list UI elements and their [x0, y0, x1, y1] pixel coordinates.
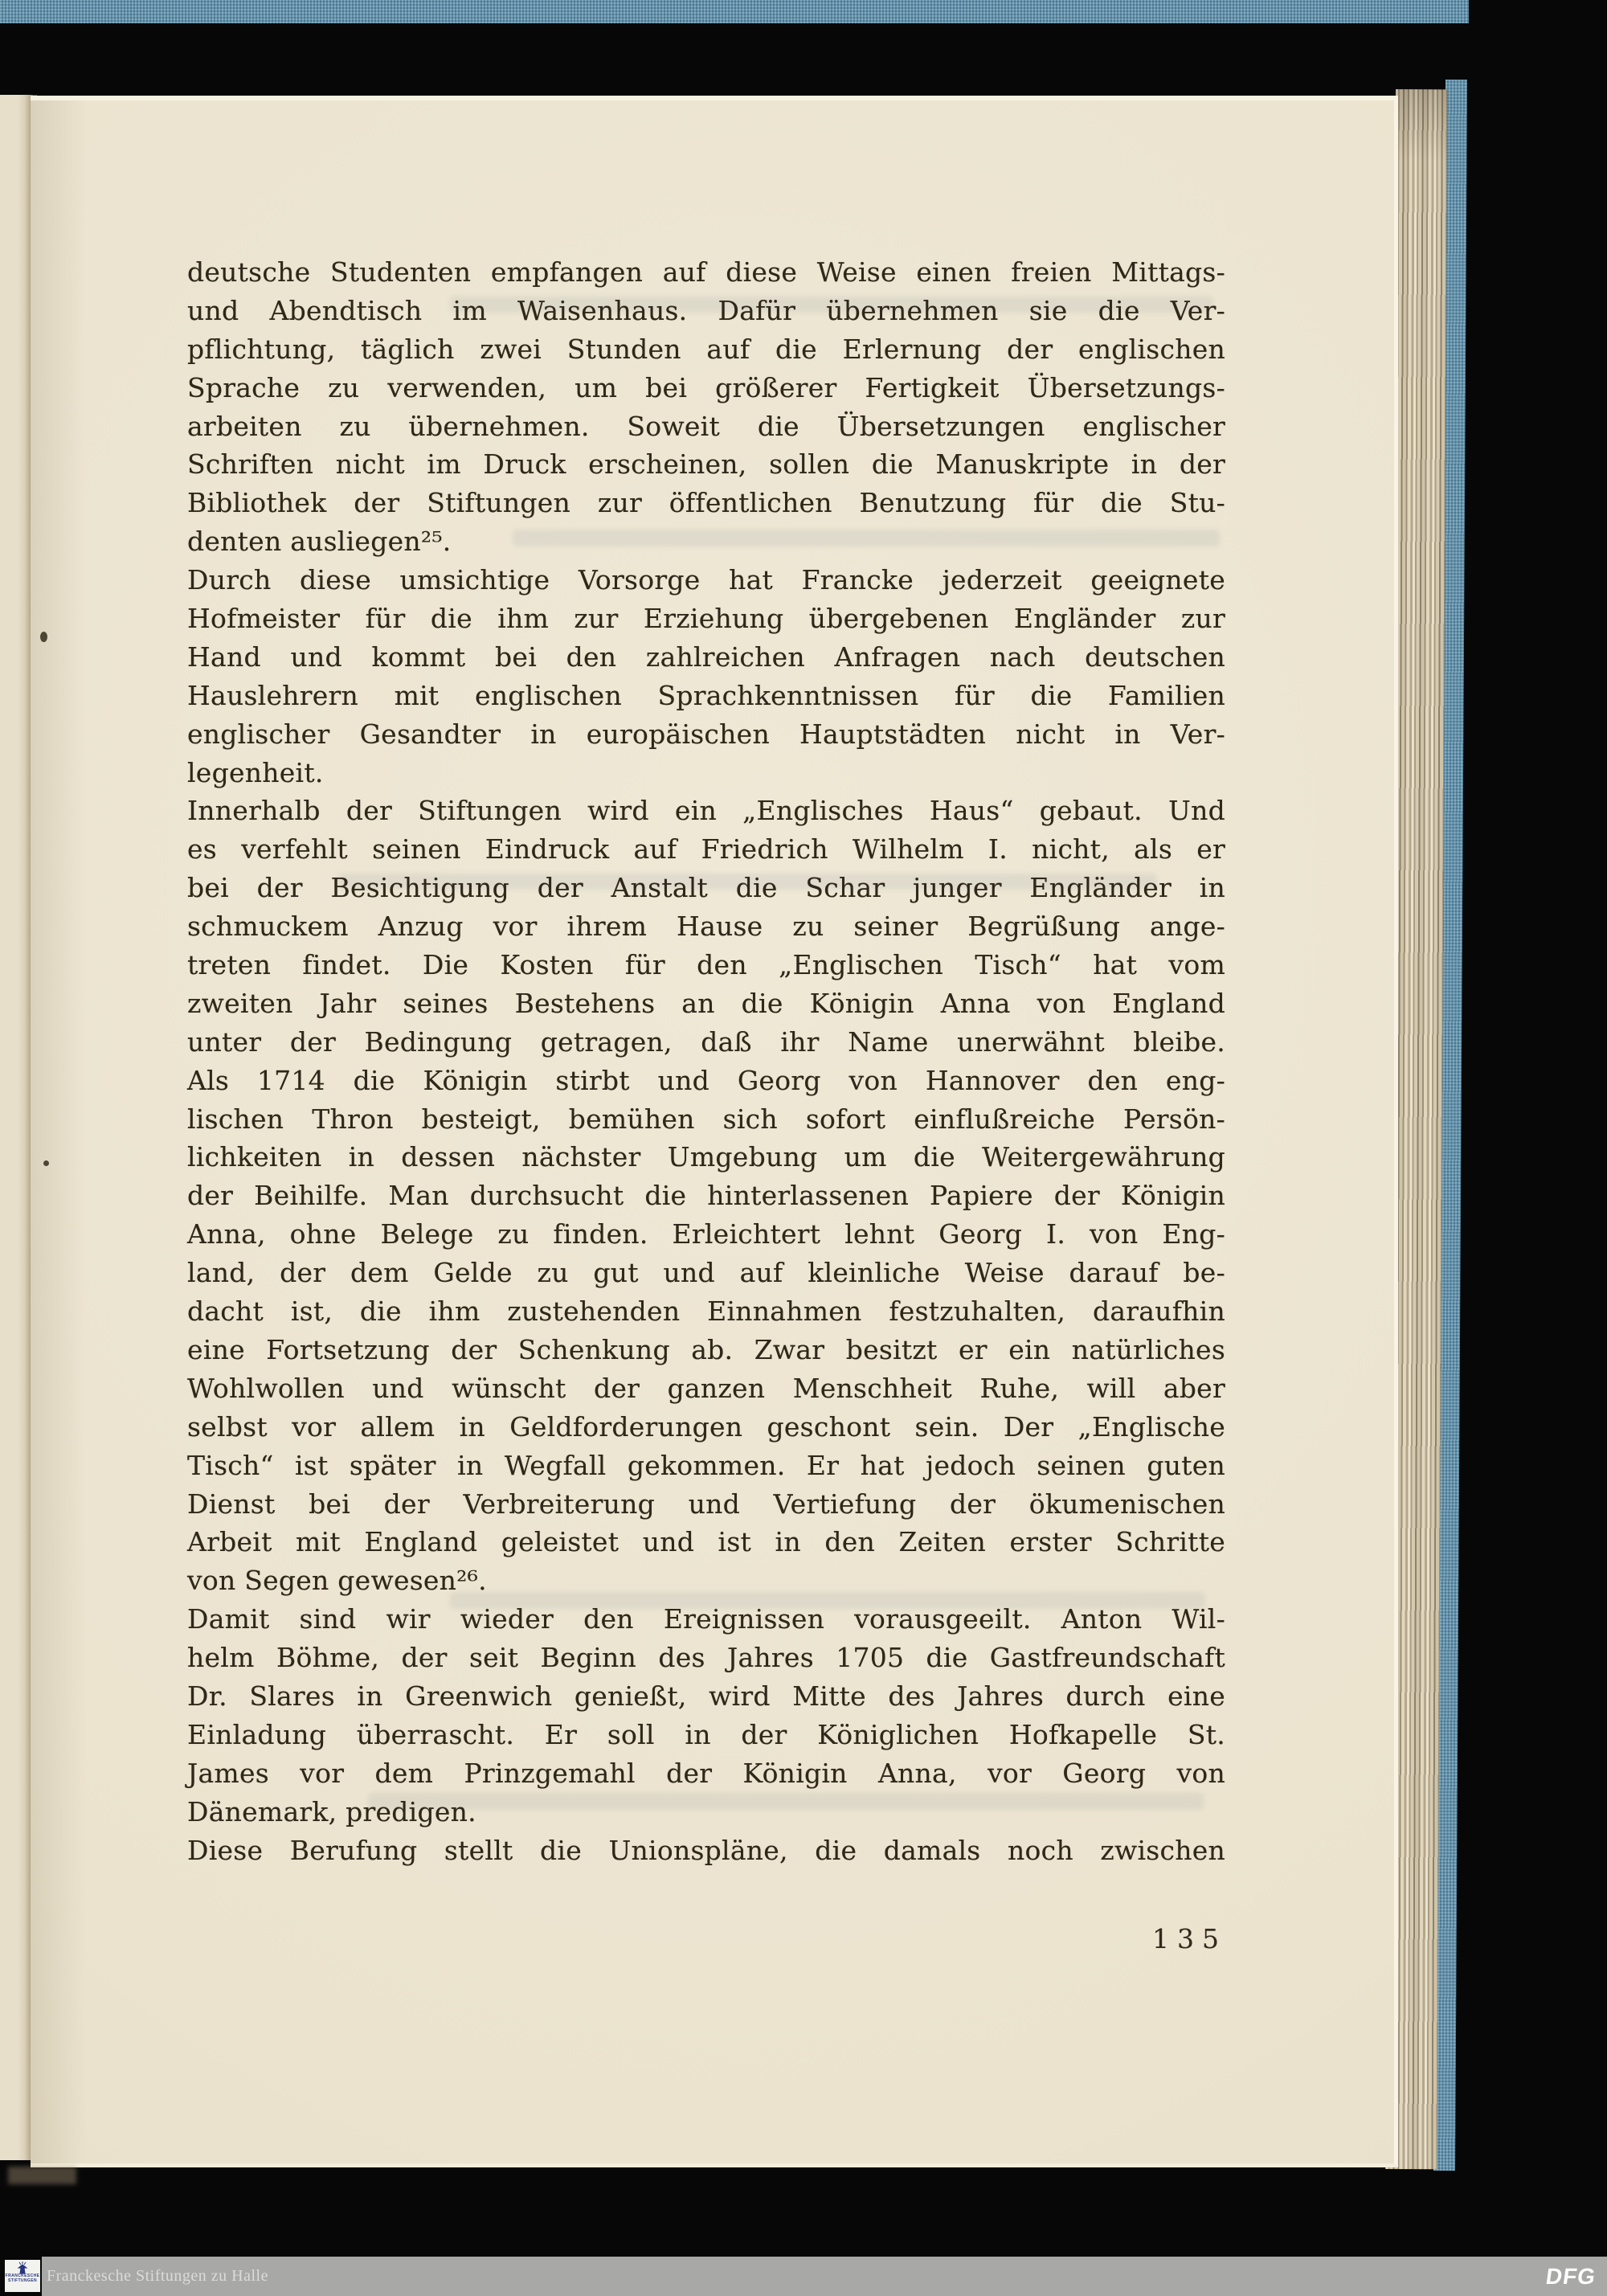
text-line: Wohlwollen und wünscht der ganzen Menschheit Ruhe, will aber — [187, 1372, 1225, 1404]
text-line: Dr. Slares in Greenwich genießt, wird Mitte des Jahres durch eine — [187, 1680, 1225, 1712]
text-line: von Segen gewesen²⁶. — [187, 1565, 487, 1597]
text-line: der Beihilfe. Man durchsucht die hinterlassenen Papiere der Königin — [187, 1180, 1225, 1212]
text-line: helm Böhme, der seit Beginn des Jahres 1705 die Gastfreundschaft — [187, 1642, 1225, 1674]
text-line: legenheit. — [187, 756, 324, 788]
text-line: bei der Besichtigung der Anstalt die Schar junger Engländer in — [187, 872, 1225, 904]
text-line: Anna, ohne Belege zu finden. Erleichtert lehnt Georg I. von Eng- — [187, 1218, 1225, 1250]
franckesche-emblem-icon — [5, 2261, 40, 2274]
text-line: arbeiten zu übernehmen. Soweit die Übersetzungen englischer — [187, 410, 1225, 442]
text-line: denten ausliegen²⁵. — [187, 526, 452, 558]
viewer-footer-bar — [42, 2257, 1607, 2296]
text-line: Sprache zu verwenden, um bei größerer Fertigkeit Übersetzungs- — [187, 371, 1225, 403]
logo-text-line1: FRANCKESCHE — [5, 2273, 40, 2278]
paper-speck — [43, 1160, 49, 1166]
text-line: eine Fortsetzung der Schenkung ab. Zwar besitzt er ein natürliches — [187, 1333, 1225, 1365]
text-line: Als 1714 die Königin stirbt und Georg von Hannover den eng- — [187, 1064, 1225, 1096]
text-line: deutsche Studenten empfangen auf diese Weise einen freien Mittags- — [187, 256, 1225, 288]
book-page — [31, 96, 1398, 2167]
text-line: Arbeit mit England geleistet und ist in den Zeiten erster Schritte — [187, 1526, 1225, 1558]
paper-speck — [40, 632, 47, 642]
text-line: es verfehlt seinen Eindruck auf Friedrich Wilhelm I. nicht, als er — [187, 833, 1225, 866]
text-line: James vor dem Prinzgemahl der Königin Anna, vor Georg von — [187, 1757, 1225, 1789]
text-line: und Abendtisch im Waisenhaus. Dafür übernehmen sie die Ver- — [187, 294, 1225, 326]
text-line: lischen Thron besteigt, bemühen sich sofort einflußreiche Persön- — [187, 1103, 1225, 1135]
text-line: unter der Bedingung getragen, daß ihr Name unerwähnt bleibe. — [187, 1025, 1225, 1058]
text-line: zweiten Jahr seines Bestehens an die Königin Anna von England — [187, 987, 1225, 1019]
text-line: schmuckem Anzug vor ihrem Hause zu seiner Begrüßung ange- — [187, 911, 1225, 943]
dfg-logo: DFG — [1544, 2264, 1598, 2289]
page-text-block — [187, 253, 1225, 1869]
text-line: Diese Berufung stellt die Unionspläne, die damals noch zwischen — [187, 1834, 1225, 1866]
text-line: dacht ist, die ihm zustehenden Einnahmen festzuhalten, daraufhin — [187, 1295, 1225, 1328]
text-line: selbst vor allem in Geldforderungen geschont sein. Der „Englische — [187, 1410, 1225, 1443]
text-line: Dienst bei der Verbreiterung und Vertiefung der ökumenischen — [187, 1488, 1225, 1520]
logo-text-line2: STIFTUNGEN — [8, 2278, 37, 2283]
text-line: Tisch“ ist später in Wegfall gekommen. Er hat jedoch seinen guten — [187, 1449, 1225, 1481]
book-cover-cloth-top — [0, 0, 1469, 23]
paper-smudge — [8, 2167, 76, 2184]
text-line: Durch diese umsichtige Vorsorge hat Francke jederzeit geeignete — [187, 564, 1225, 596]
text-line: Bibliothek der Stiftungen zur öffentlichen Benutzung für die Stu- — [187, 487, 1225, 519]
text-line: treten findet. Die Kosten für den „Englischen Tisch“ hat vom — [187, 949, 1225, 981]
text-line: Damit sind wir wieder den Ereignissen vorausgeeilt. Anton Wil- — [187, 1603, 1225, 1635]
page-number: 135 — [1152, 1923, 1227, 1954]
text-line: Schriften nicht im Druck erscheinen, sollen die Manuskripte in der — [187, 448, 1225, 481]
franckesche-stiftungen-logo — [5, 2260, 40, 2292]
text-line: Innerhalb der Stiftungen wird ein „Englisches Haus“ gebaut. Und — [187, 795, 1225, 827]
text-line: Hofmeister für die ihm zur Erziehung übergebenen Engländer zur — [187, 603, 1225, 635]
text-line: pflichtung, täglich zwei Stunden auf die Erlernung der englischen — [187, 333, 1225, 365]
text-line: englischer Gesandter in europäischen Hauptstädten nicht in Ver- — [187, 718, 1225, 750]
text-line: Hand und kommt bei den zahlreichen Anfragen nach deutschen — [187, 641, 1225, 673]
text-line: land, der dem Gelde zu gut und auf kleinliche Weise darauf be- — [187, 1257, 1225, 1289]
text-line: Dänemark, predigen. — [187, 1795, 476, 1827]
footer-institution-label: Franckesche Stiftungen zu Halle — [47, 2267, 268, 2285]
text-line: lichkeiten in dessen nächster Umgebung um die Weitergewährung — [187, 1141, 1225, 1173]
text-line: Einladung überrascht. Er soll in der Königlichen Hofkapelle St. — [187, 1718, 1225, 1750]
text-line: Hauslehrern mit englischen Sprachkenntnissen für die Familien — [187, 679, 1225, 711]
